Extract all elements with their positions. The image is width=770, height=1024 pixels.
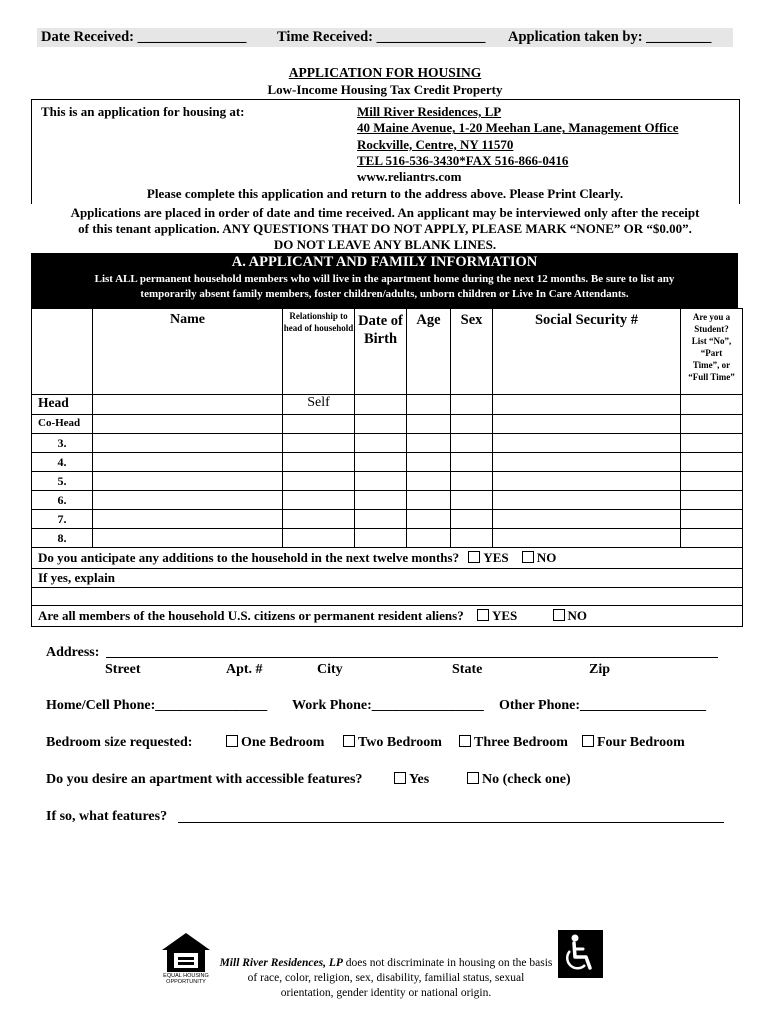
ssn-cell[interactable] [493,510,681,529]
ssn-cell[interactable] [493,395,681,415]
row-label: Head [32,395,93,415]
features-label: If so, what features? [46,809,168,824]
features-line[interactable] [178,822,724,823]
name-cell[interactable] [93,529,283,548]
age-cell[interactable] [407,510,451,529]
dob-cell[interactable] [355,434,407,453]
citizens-yes-label: YES [491,608,518,623]
student-header: Are you a Student? List “No”, “Part Time”, or “Full Time” [681,309,743,395]
age-cell[interactable] [407,529,451,548]
two-bedroom-option[interactable] [343,735,442,751]
table-row [32,415,743,434]
accessible-no-option[interactable] [467,772,571,788]
state-caption: State [452,662,483,677]
dob-cell[interactable] [355,510,407,529]
bedroom-label: Bedroom size requested: [46,735,193,750]
row-label: 8. [32,529,93,548]
office-use-bar [37,28,733,47]
additions-question-cell [32,548,743,569]
ssn-cell[interactable] [493,529,681,548]
two-bedroom-label: Two Bedroom [358,735,442,750]
four-bedroom-label: Four Bedroom [597,735,685,750]
accessible-yes-option[interactable] [394,772,429,788]
sex-cell[interactable] [451,472,493,491]
explain-line-row[interactable] [32,588,743,606]
student-cell[interactable] [681,453,743,472]
date-received-field[interactable]: Date Received: _______________ [41,29,247,45]
student-cell[interactable] [681,491,743,510]
order-note-line-3: DO NOT LEAVE ANY BLANK LINES. [273,237,497,252]
age-cell[interactable] [407,395,451,415]
row-label: Co-Head [32,415,93,434]
relationship-cell[interactable] [283,453,355,472]
form-subtitle: Low-Income Housing Tax Credit Property [267,82,503,97]
dob-cell[interactable] [355,415,407,434]
statement-line-3: orientation, gender identity or national origin. [280,987,492,999]
table-row [32,510,743,529]
explain-line[interactable] [32,588,743,606]
age-cell[interactable] [407,415,451,434]
student-cell[interactable] [681,415,743,434]
student-cell[interactable] [681,529,743,548]
sex-cell[interactable] [451,491,493,510]
relationship-cell[interactable]: Self [283,395,355,415]
age-cell[interactable] [407,434,451,453]
age-cell[interactable] [407,453,451,472]
age-header: Age [407,309,451,395]
relationship-cell[interactable] [283,472,355,491]
additions-no-checkbox[interactable] [522,551,534,563]
four-bedroom-checkbox[interactable] [582,735,594,747]
table-row [32,434,743,453]
equal-housing-logo [161,932,211,988]
name-cell[interactable] [93,395,283,415]
name-cell[interactable] [93,434,283,453]
statement-line-1 [216,956,556,971]
name-cell[interactable] [93,491,283,510]
zip-caption: Zip [589,662,611,677]
student-cell[interactable] [681,472,743,491]
property-name: Mill River Residences, LP [357,104,502,119]
table-row [32,472,743,491]
three-bedroom-label: Three Bedroom [474,735,568,750]
sex-header: Sex [451,309,493,395]
accessibility-logo [558,930,603,978]
dob-cell[interactable] [355,395,407,415]
work-phone-field[interactable]: Work Phone:________________ [292,698,484,713]
complete-note: Please complete this application and return to the address above. Please Print Clearly. [146,186,624,201]
household-members-table [31,308,743,627]
one-bedroom-checkbox[interactable] [226,735,238,747]
explain-label[interactable]: If yes, explain [32,569,743,588]
citizens-question: Are all members of the household U.S. citizens or permanent resident aliens? [38,608,464,623]
property-address-1: 40 Maine Avenue, 1-20 Meehan Lane, Management Office [357,120,679,136]
student-cell[interactable] [681,510,743,529]
name-header: Name [93,309,283,395]
three-bedroom-option[interactable] [459,735,568,751]
citizens-yes-checkbox[interactable] [477,609,489,621]
additions-yes-label: YES [483,550,509,565]
three-bedroom-checkbox[interactable] [459,735,471,747]
age-cell[interactable] [407,491,451,510]
citizens-no-checkbox[interactable] [553,609,565,621]
ssn-cell[interactable] [493,491,681,510]
one-bedroom-label: One Bedroom [241,735,325,750]
relationship-cell[interactable] [283,510,355,529]
order-note [0,205,770,253]
accessible-no-checkbox[interactable] [467,772,479,784]
address-label: Address: [46,645,100,660]
sex-cell[interactable] [451,453,493,472]
row-label: 7. [32,510,93,529]
table-row [32,529,743,548]
dob-cell[interactable] [355,529,407,548]
additions-yes-checkbox[interactable] [468,551,480,563]
other-phone-field[interactable]: Other Phone:__________________ [499,698,707,713]
student-cell[interactable] [681,395,743,415]
table-row [32,453,743,472]
sex-cell[interactable] [451,415,493,434]
ssn-cell[interactable] [493,434,681,453]
section-a-description [31,272,738,302]
student-cell[interactable] [681,434,743,453]
sex-cell[interactable] [451,529,493,548]
ssn-header: Social Security # [493,309,681,395]
accessible-yes-checkbox[interactable] [394,772,406,784]
property-website: www.reliantrs.com [357,169,462,184]
additions-no-label: NO [536,550,557,565]
table-row [32,491,743,510]
non-discrimination-statement [216,956,556,1001]
dob-cell[interactable] [355,491,407,510]
home-phone-field[interactable]: Home/Cell Phone:________________ [46,698,268,713]
statement-line-2: of race, color, religion, sex, disability, familial status, sexual [247,972,525,984]
wheelchair-icon [558,930,603,978]
one-bedroom-option[interactable] [226,735,324,751]
order-note-line-1: Applications are placed in order of date and time received. An applicant may be interviewed only after the receipt [70,205,700,220]
dob-cell[interactable] [355,453,407,472]
two-bedroom-checkbox[interactable] [343,735,355,747]
name-cell[interactable] [93,453,283,472]
sex-cell[interactable] [451,395,493,415]
table-header-row [32,309,743,395]
label-header [32,309,93,395]
apt-caption: Apt. # [226,662,263,677]
statement-company: Mill River Residences, LP [219,957,343,969]
equal-housing-text: EQUAL HOUSING OPPORTUNITY [163,973,209,985]
accessible-no-label: No (check one) [482,772,571,787]
relationship-header: Relationship to head of household [283,309,355,395]
relationship-cell[interactable] [283,415,355,434]
statement-line-1-rest: does not discriminate in housing on the basis [342,957,553,969]
taken-by-field[interactable]: Application taken by: _________ [508,29,712,45]
row-label: 6. [32,491,93,510]
sex-cell[interactable] [451,510,493,529]
ssn-cell[interactable] [493,472,681,491]
property-address-2: Rockville, Centre, NY 11570 [357,136,514,152]
section-a-header [31,253,738,308]
citizens-question-cell [32,606,743,627]
ssn-cell[interactable] [493,415,681,434]
relationship-cell[interactable] [283,491,355,510]
accessible-yes-label: Yes [409,772,430,787]
row-label: 5. [32,472,93,491]
dob-cell[interactable] [355,472,407,491]
sex-cell[interactable] [451,434,493,453]
name-cell[interactable] [93,472,283,491]
row-label: 4. [32,453,93,472]
time-received-field[interactable]: Time Received: _______________ [277,29,486,45]
additions-row [32,548,743,569]
four-bedroom-option[interactable] [582,735,685,751]
name-cell[interactable] [93,510,283,529]
property-phone: TEL 516-536-3430*FAX 516-866-0416 [357,153,569,169]
city-caption: City [317,662,343,677]
row-label: 3. [32,434,93,453]
section-a-desc-1: List ALL permanent household members who will live in the apartment home during the next 12 months. Be sure to list any [94,273,675,285]
intro-text: This is an application for housing at: [41,104,245,119]
form-title: APPLICATION FOR HOUSING [288,65,482,80]
address-line[interactable] [106,657,718,658]
relationship-cell[interactable] [283,434,355,453]
order-note-line-2: of this tenant application. ANY QUESTIONS THAT DO NOT APPLY, PLEASE MARK “NONE” OR “$0.00”. [78,221,692,236]
explain-row [32,569,743,588]
property-address-block [357,104,678,170]
name-cell[interactable] [93,415,283,434]
relationship-cell[interactable] [283,529,355,548]
citizens-no-label: NO [567,608,588,623]
section-a-title: A. APPLICANT AND FAMILY INFORMATION [231,254,538,270]
accessible-question: Do you desire an apartment with accessible features? [46,772,363,787]
citizens-row [32,606,743,627]
table-row [32,395,743,415]
ssn-cell[interactable] [493,453,681,472]
section-a-desc-2: temporarily absent family members, foster children/adults, unborn children or Live In Care Attendants. [140,288,629,300]
additions-question: Do you anticipate any additions to the household in the next twelve months? [38,550,460,565]
age-cell[interactable] [407,472,451,491]
street-caption: Street [105,662,141,677]
dob-header: Date of Birth [355,309,407,395]
